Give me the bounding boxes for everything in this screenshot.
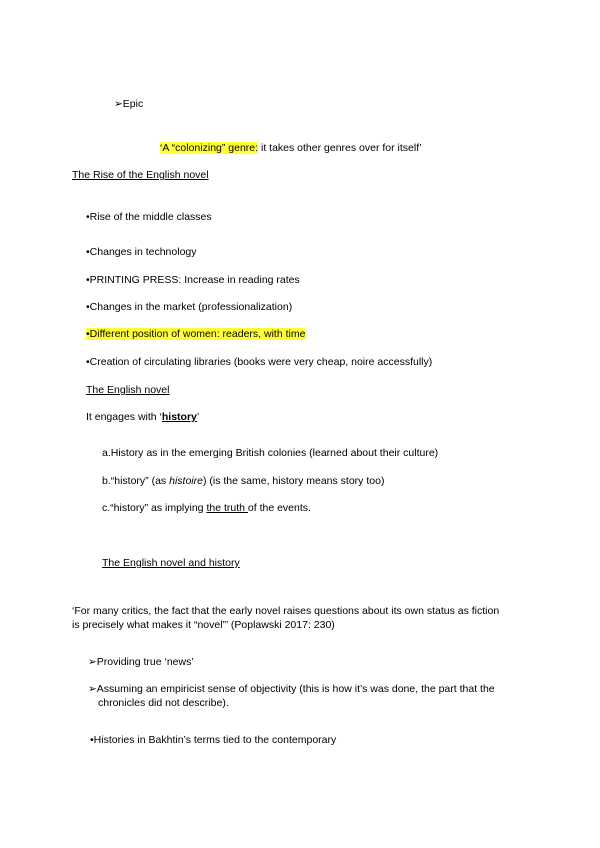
item-b-pre: b.“history” (as bbox=[102, 475, 170, 487]
bullet-bakhtin: •Histories in Bakhtin’s terms tied to the contemporary bbox=[90, 734, 337, 746]
item-a: a.History as in the emerging British colonies (learned about their culture) bbox=[102, 447, 439, 459]
history-keyword: history bbox=[161, 411, 197, 423]
bullet-libraries: •Creation of circulating libraries (books were very cheap, noire accessfully) bbox=[86, 356, 433, 368]
quote-line-1: ‘For many critics, the fact that the early novel raises questions about its own status as fiction bbox=[72, 605, 500, 617]
item-b bbox=[102, 474, 384, 488]
item-b-histoire: histoire bbox=[169, 475, 203, 487]
colonizing-rest: it takes other genres over for itself’ bbox=[258, 142, 422, 154]
bullet-printing-press: •PRINTING PRESS: Increase in reading rates bbox=[86, 274, 300, 286]
colonizing-genre-line bbox=[160, 141, 422, 155]
engages-line bbox=[86, 410, 199, 424]
bullet-middle-classes: •Rise of the middle classes bbox=[86, 211, 212, 223]
engages-prefix: It engages with ‘ bbox=[86, 411, 162, 423]
bullet-market: •Changes in the market (professionalization) bbox=[86, 301, 293, 313]
item-c-truth: the truth bbox=[206, 502, 248, 514]
bullet-technology: •Changes in technology bbox=[86, 246, 197, 258]
item-c-post: of the events. bbox=[247, 502, 311, 514]
quote-line-2: is precisely what makes it “novel”’ (Poplawski 2017: 230) bbox=[72, 619, 335, 631]
novel-history-heading: The English novel and history bbox=[102, 557, 240, 569]
epic-heading: ➢Epic bbox=[114, 98, 144, 110]
item-b-post: ) (is the same, history means story too) bbox=[202, 475, 385, 487]
item-c bbox=[102, 501, 311, 515]
arrow-item-news: ➢Providing true ‘news’ bbox=[88, 656, 194, 668]
english-novel-heading: The English novel bbox=[86, 384, 170, 396]
bullet-women-highlight: •Different position of women: readers, with time bbox=[86, 328, 306, 340]
engages-suffix: ’ bbox=[196, 411, 200, 423]
arrow-item-objectivity-2: chronicles did not describe). bbox=[98, 697, 229, 709]
item-c-pre: c.“history” as implying bbox=[102, 502, 207, 514]
colonizing-highlight: ‘A “colonizing” genre: bbox=[160, 142, 259, 154]
rise-heading: The Rise of the English novel bbox=[72, 169, 209, 181]
arrow-item-objectivity-1: ➢Assuming an empiricist sense of objectivity (this is how it’s was done, the part that the bbox=[88, 683, 495, 695]
bullet-women bbox=[86, 327, 305, 341]
